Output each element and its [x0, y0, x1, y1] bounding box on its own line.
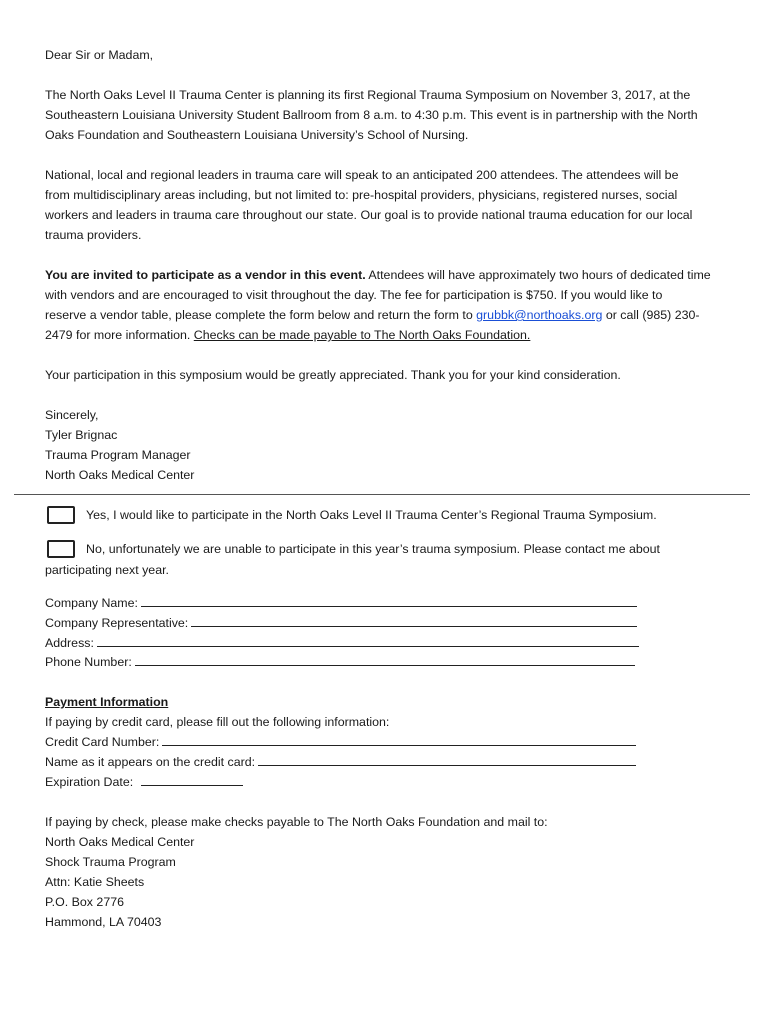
- vendor-paragraph-text: 2479 for more information.: [45, 328, 194, 342]
- leaders-paragraph-line: from multidisciplinary areas including, but not limited to: pre-hospital providers, physicians, registered nurses, social: [45, 188, 678, 202]
- sign-off: Sincerely,: [45, 408, 99, 422]
- mailing-address-line: P.O. Box 2776: [45, 895, 124, 909]
- company-name-field[interactable]: [141, 594, 637, 607]
- phone-label: Phone Number:: [45, 655, 132, 669]
- yes-option-label: Yes, I would like to participate in the North Oaks Level II Trauma Center’s Regional Trauma Symposium.: [86, 508, 657, 522]
- vendor-paragraph-text: reserve a vendor table, please complete the form below and return the form to: [45, 308, 477, 322]
- payment-intro: If paying by credit card, please fill out the following information:: [45, 715, 390, 729]
- vendor-paragraph-text: Attendees will have approximately two hours of dedicated time: [365, 268, 711, 282]
- vendor-paragraph-line: [45, 325, 530, 345]
- no-option-label-continued: participating next year.: [45, 563, 169, 577]
- address-row: [45, 633, 639, 653]
- no-option-label: No, unfortunately we are unable to participate in this year’s trauma symposium. Please contact me about: [86, 542, 660, 556]
- company-rep-row: [45, 613, 637, 633]
- mailing-address-line: Attn: Katie Sheets: [45, 875, 145, 889]
- phone-field[interactable]: [135, 653, 635, 666]
- company-name-row: [45, 593, 637, 613]
- payment-heading: Payment Information: [45, 695, 169, 709]
- expiration-field[interactable]: [141, 773, 243, 786]
- card-number-row: [45, 732, 636, 752]
- mailing-intro: If paying by check, please make checks payable to The North Oaks Foundation and mail to:: [45, 815, 548, 829]
- intro-paragraph-line: Southeastern Louisiana University Student Ballroom from 8 a.m. to 4:30 p.m. This event is in partnership with the North: [45, 108, 698, 122]
- no-checkbox[interactable]: [47, 540, 75, 558]
- company-rep-label: Company Representative:: [45, 616, 189, 630]
- signer-organization: North Oaks Medical Center: [45, 468, 195, 482]
- leaders-paragraph-line: National, local and regional leaders in trauma care will speak to an anticipated 200 attendees. The attendees will be: [45, 168, 679, 182]
- address-field[interactable]: [97, 634, 639, 647]
- address-label: Address:: [45, 636, 94, 650]
- section-divider: [14, 494, 750, 495]
- intro-paragraph-line: Oaks Foundation and Southeastern Louisiana University’s School of Nursing.: [45, 128, 469, 142]
- vendor-paragraph-line: [45, 305, 700, 325]
- name-on-card-label: Name as it appears on the credit card:: [45, 755, 256, 769]
- mailing-address-line: Hammond, LA 70403: [45, 915, 162, 929]
- salutation: Dear Sir or Madam,: [45, 48, 154, 62]
- card-number-label: Credit Card Number:: [45, 735, 160, 749]
- name-on-card-field[interactable]: [258, 753, 636, 766]
- mailing-address-line: North Oaks Medical Center: [45, 835, 195, 849]
- vendor-paragraph-line: with vendors and are encouraged to visit throughout the day. The fee for participation is $750. If you would like to: [45, 288, 663, 302]
- signer-name: Tyler Brignac: [45, 428, 118, 442]
- expiration-label: Expiration Date:: [45, 775, 134, 789]
- vendor-paragraph-line: [45, 265, 711, 285]
- leaders-paragraph-line: workers and leaders in trauma care throughout our state. Our goal is to provide national trauma education for our local: [45, 208, 693, 222]
- company-name-label: Company Name:: [45, 596, 138, 610]
- phone-row: [45, 652, 635, 672]
- card-number-field[interactable]: [162, 733, 636, 746]
- email-link[interactable]: grubbk@northoaks.org: [476, 308, 603, 322]
- leaders-paragraph-line: trauma providers.: [45, 228, 142, 242]
- yes-checkbox[interactable]: [47, 506, 75, 524]
- name-on-card-row: [45, 752, 636, 772]
- vendor-invitation-bold: You are invited to participate as a vendor in this event.: [45, 268, 366, 282]
- thanks-paragraph: Your participation in this symposium would be greatly appreciated. Thank you for your kind consideration.: [45, 368, 621, 382]
- checks-payable-note: Checks can be made payable to The North Oaks Foundation.: [193, 328, 531, 342]
- company-rep-field[interactable]: [191, 614, 637, 627]
- signer-title: Trauma Program Manager: [45, 448, 191, 462]
- intro-paragraph-line: The North Oaks Level II Trauma Center is planning its first Regional Trauma Symposium on November 3, 2017, at the: [45, 88, 691, 102]
- expiration-row: [45, 772, 243, 792]
- vendor-paragraph-text: or call (985) 230-: [602, 308, 700, 322]
- mailing-address-line: Shock Trauma Program: [45, 855, 176, 869]
